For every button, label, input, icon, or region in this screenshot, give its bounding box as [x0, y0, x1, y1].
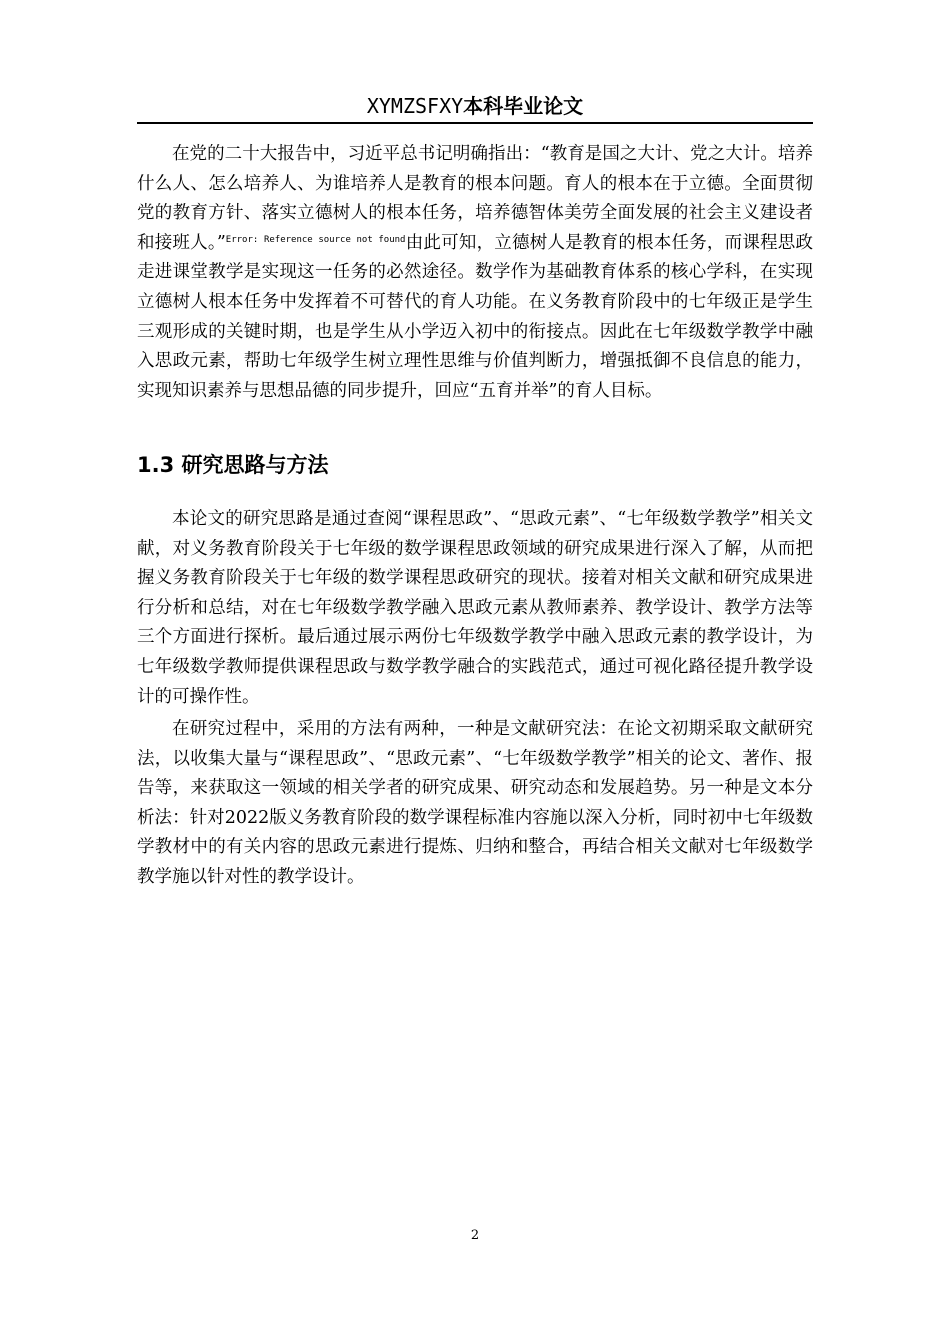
research-approach-paragraph: 本论文的研究思路是通过查阅“课程思政”、“思政元素”、“七年级数学教学”相关文献，对义务教育阶段关于七年级的数学课程思政领域的研究成果进行深入了解，从而把握义务教育阶段关于七年级的数学课程思政研究的现状。接着对相关文献和研究成果进行分析和总结，对在七年级数学教学融入思政元素从教师素养、教学设计、教学方法等三个方面进行探析。最后通过展示两份七年级数学教学中融入思政元素的教学设计，为七年级数学教师提供课程思政与数学教学融合的实践范式，通过可视化路径提升教学设计的可操作性。: [137, 509, 813, 707]
page-number: 2: [470, 1228, 480, 1243]
section-title: 研究思路与方法: [181, 453, 329, 477]
header-divider: [137, 122, 813, 124]
reference-error-note: Error: Reference source not found: [225, 234, 406, 245]
paragraph-text: 在党的二十大报告中，习近平总书记明确指出：“教育是国之大计、党之大计。培养什么人、怎么培养人、为谁培养人是教育的根本问题。育人的根本在于立德。全面贯彻党的教育方针、落实立德树人的根本任务，培养德智体美劳全面发展的社会主义建设者和接班人。”: [137, 144, 813, 253]
section-heading: [137, 450, 813, 480]
header-code: XYMZSFXY: [366, 94, 464, 118]
page-header: [137, 92, 813, 120]
section-number: 1.3: [137, 453, 175, 477]
intro-paragraph: [137, 140, 813, 406]
header-title: 本科毕业论文: [463, 94, 584, 118]
research-methods-paragraph: 在研究过程中，采用的方法有两种，一种是文献研究法：在论文初期采取文献研究法，以收集大量与“课程思政”、“思政元素”、“七年级数学教学”相关的论文、著作、报告等，来获取这一领域的相关学者的研究成果、研究动态和发展趋势。另一种是文本分析法：针对2022版义务教育阶段的数学课程标准内容施以深入分析，同时初中七年级数学教材中的有关内容的思政元素进行提炼、归纳和整合，再结合相关文献对七年级数学教学施以针对性的教学设计。: [137, 719, 813, 887]
paragraph-text: 由此可知，立德树人是教育的根本任务，而课程思政走进课堂教学是实现这一任务的必然途径。数学作为基础教育体系的核心学科，在实现立德树人根本任务中发挥着不可替代的育人功能。在义务教育阶段中的七年级正是学生三观形成的关键时期，也是学生从小学迈入初中的衔接点。因此在七年级数学教学中融入思政元素，帮助七年级学生树立理性思维与价值判断力，增强抵御不良信息的能力，实现知识素养与思想品德的同步提升，回应“五育并举”的育人目标。: [137, 232, 814, 401]
